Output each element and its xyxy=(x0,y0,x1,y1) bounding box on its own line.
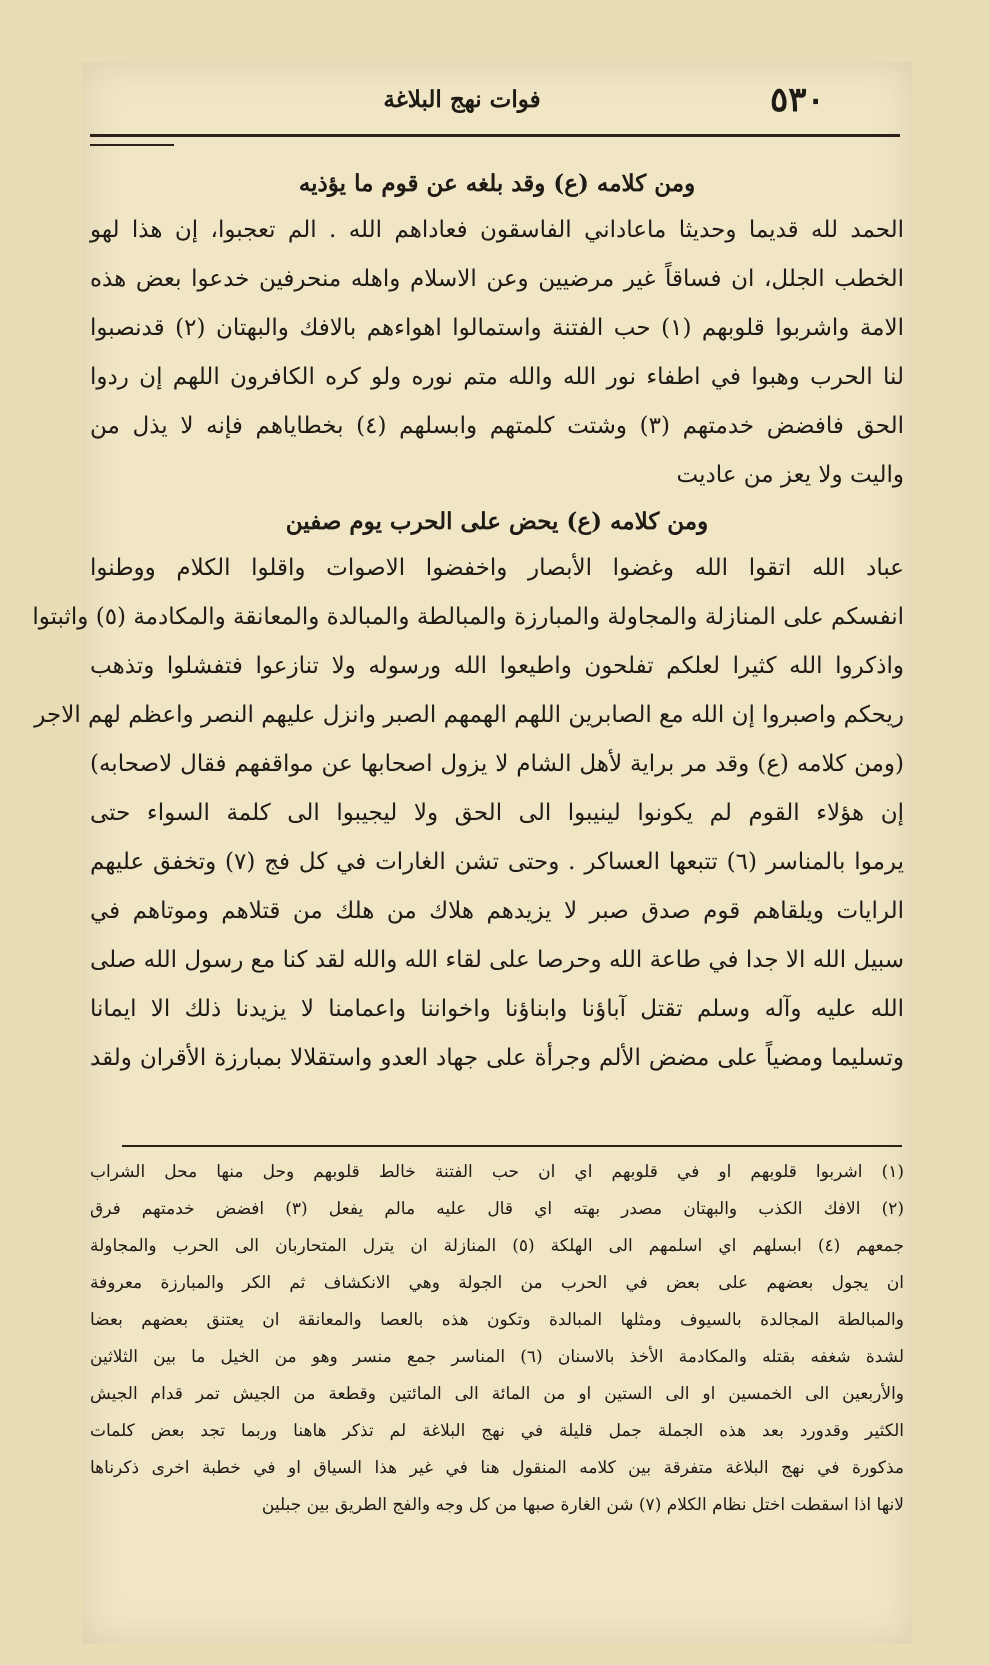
text-line: الحق فافضض خدمتهم (٣) وشتت كلمتهم وابسلهم (٤) بخطاياهم فإنه لا يذل من xyxy=(90,413,904,439)
section-heading: (ومن كلامه (ع) وقد مر براية لأهل الشام لا يزول اصحابها عن مواقفهم فقال لاصحابه) xyxy=(90,751,904,777)
footnote-line: الكثير وقدورد بعد هذه الجملة جمل قليلة في نهج البلاغة لم تذكر هاهنا وربما تجد بعض كلمات xyxy=(90,1421,904,1441)
footnote-line: (٢) الافك الكذب والبهتان مصدر بهته اي قال عليه مالم يفعل (٣) افضض خدمتهم فرق xyxy=(90,1199,904,1219)
footnote-line: لشدة شغفه بقتله والمكادمة الأخذ بالاسنان (٦) المناسر جمع منسر وهو من الخيل ما بين الثلاثين xyxy=(90,1347,904,1367)
header-rule-short xyxy=(90,144,174,146)
text-line: الحمد لله قديما وحديثا ماعاداني الفاسقون فعاداهم الله . الم تعجبوا، إن هذا لهو xyxy=(90,217,904,243)
text-line: الامة واشربوا قلوبهم (١) حب الفتنة واستمالوا اهواءهم بالافك والبهتان (٢) قدنصبوا xyxy=(90,315,904,341)
text-line: الخطب الجلل، ان فساقاً غير مرضيين وعن الاسلام واهله منحرفين خدعوا بعض هذه xyxy=(90,266,904,292)
footnote-line: مذكورة في نهج البلاغة متفرقة بين كلامه المنقول هنا في غير هذا السياق او في خطبة اخرى ذكرناها xyxy=(90,1458,904,1478)
footnote-line: (١) اشربوا قلوبهم او في قلوبهم اي ان حب الفتنة خالط قلوبهم وحل منها محل الشراب xyxy=(90,1162,904,1182)
footnote-line: والأربعين الى الخمسين او الى الستين او من المائة الى المائتين وقطعة من الجيش تمر قدام الجيش xyxy=(90,1384,904,1404)
section-heading: ومن كلامه (ع) يحض على الحرب يوم صفين xyxy=(285,508,709,535)
text-line: الرايات ويلقاهم قوم صدق صبر لا يزيدهم هلاك من هلك من قتلاهم وموتاهم في xyxy=(90,898,904,924)
header-rule xyxy=(90,134,900,137)
text-line: ريحكم واصبروا إن الله مع الصابرين اللهم الهمهم الصبر وانزل عليهم النصر واعظم لهم الاجر xyxy=(34,702,904,728)
footnotes xyxy=(90,1154,904,1524)
text-line: واذكروا الله كثيرا لعلكم تفلحون واطيعوا الله ورسوله ولا تنازعوا فتفشلوا وتذهب xyxy=(90,653,904,679)
footnote-line: لانها اذا اسقطت اختل نظام الكلام (٧) شن الغارة صبها من كل وجه والفج الطريق بين جبلين xyxy=(261,1495,904,1515)
text-line: عباد الله اتقوا الله وغضوا الأبصار واخفضوا الاصوات واقلوا الكلام ووطنوا xyxy=(90,555,904,581)
main-text xyxy=(32,162,904,1083)
text-line: انفسكم على المنازلة والمجاولة والمبارزة والمبالطة والمبالدة والمعانقة والمكادمة (٥) واثبتوا xyxy=(32,604,904,630)
book-page xyxy=(32,62,912,1644)
section-heading: ومن كلامه (ع) وقد بلغه عن قوم ما يؤذيه xyxy=(298,170,696,197)
page-header xyxy=(82,78,912,126)
footnote-line: والمبالطة المجالدة بالسيوف ومثلها المبالدة وتكون هذه بالعصا والمعانقة ان يعتنق بعضهم بعضا xyxy=(90,1310,904,1330)
text-line: لنا الحرب وهبوا في اطفاء نور الله والله متم نوره ولو كره الكافرون اللهم إن ردوا xyxy=(90,364,904,390)
text-line: إن هؤلاء القوم لم يكونوا لينيبوا الى الحق ولا ليجيبوا الى كلمة السواء حتى xyxy=(90,800,904,826)
footnote-line: ان يجول بعضهم على بعض في الحرب من الجولة وهي الانكشاف ثم الكر والمبارزة معروفة xyxy=(90,1273,904,1293)
text-line: يرموا بالمناسر (٦) تتبعها العساكر . وحتى تشن الغارات في كل فج (٧) وتخفق عليهم xyxy=(90,849,904,875)
footnote-line: جمعهم (٤) ابسلهم اي اسلمهم الى الهلكة (٥) المنازلة ان يترل المتحاربان الى الحرب والمجاولة xyxy=(90,1236,904,1256)
text-line: وتسليما ومضياً على مضض الألم وجرأة على جهاد العدو واستقلالا بمبارزة الأقران ولقد xyxy=(90,1045,904,1071)
text-line: واليت ولا يعز من عاديت xyxy=(676,462,904,488)
text-line: سبيل الله الا جدا في طاعة الله وحرصا على لقاء الله والله لقد كنا مع رسول الله صلى xyxy=(90,947,904,973)
text-line: الله عليه وآله وسلم تقتل آباؤنا وابناؤنا واخواننا واعمامنا لا يزيدنا ذلك الا ايمانا xyxy=(90,996,904,1022)
page-number: ٥٣٠ xyxy=(770,80,825,120)
running-title: فوات نهج البلاغة xyxy=(383,86,541,113)
footnote-rule xyxy=(122,1145,902,1147)
